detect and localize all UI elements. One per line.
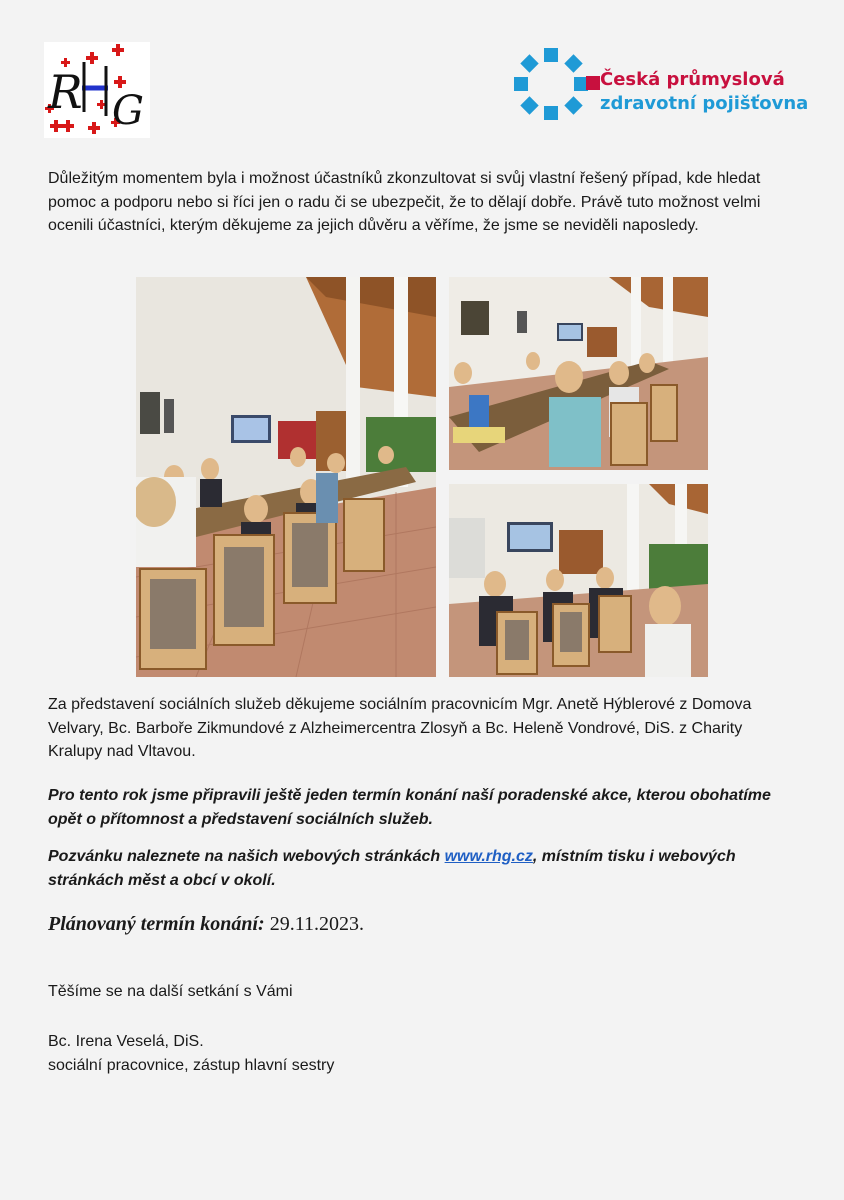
signature-name: Bc. Irena Veselá, DiS. [48, 1033, 204, 1050]
rhg-logo [44, 42, 150, 138]
cpzp-logo [512, 46, 812, 126]
paragraph-thanks: Za představení sociálních služeb děkujeme sociálním pracovnicím Mgr. Anetě Hýblerové z Domova Velvary, Bc. Barboře Zikmundové z Alzheimercentra Zlosyň a Bc. Heleně Vondrové, DiS. z Charity Kralupy nad Vltavou. [48, 696, 752, 760]
photo-seminar-room-main [136, 277, 436, 677]
cpzp-wordmark [600, 68, 808, 116]
closing-line: Těšíme se na další setkání s Vámi [48, 983, 293, 1000]
planned-date [48, 911, 796, 937]
paragraph-invitation [48, 845, 796, 892]
paragraph-consultation: Důležitým momentem byla i možnost účastníků zkonzultovat si svůj vlastní řešený případ, kde hledat pomoc a podporu nebo si říci jen o radu či se ubezpečit, že to dělají dobře. Právě tuto možnost velmi ocenili účastníci, kterým děkujeme za jejich důvěru a věříme, že jsme se neviděli naposledy. [48, 170, 761, 234]
paragraph-next-event: Pro tento rok jsme připravili ještě jeden termín konání naší poradenské akce, kterou obohatíme opět o přítomnost a představení sociálních služeb. [48, 787, 771, 828]
rhg-website-link[interactable]: www.rhg.cz [444, 848, 533, 865]
photo-seminar-room-bottom [449, 484, 708, 677]
rhg-letter-g: G [112, 88, 144, 134]
planned-date-label: Plánovaný termín konání: [48, 913, 265, 935]
rhg-letter-r: R [48, 65, 83, 119]
invitation-text-after: , místním tisku i webových stránkách měst a obcí v okolí. [48, 848, 736, 889]
cpzp-line1: Česká průmyslová [600, 69, 785, 90]
signature-block [48, 1030, 796, 1077]
cpzp-emblem-icon [512, 46, 592, 126]
signature-role: sociální pracovnice, zástup hlavní sestry [48, 1056, 335, 1074]
planned-date-value: 29.11.2023. [264, 913, 364, 935]
cpzp-line2: zdravotní pojišťovna [600, 93, 809, 114]
photo-seminar-room-top [449, 277, 708, 470]
invitation-text-before: Pozvánku naleznete na našich webových stránkách [48, 848, 445, 865]
